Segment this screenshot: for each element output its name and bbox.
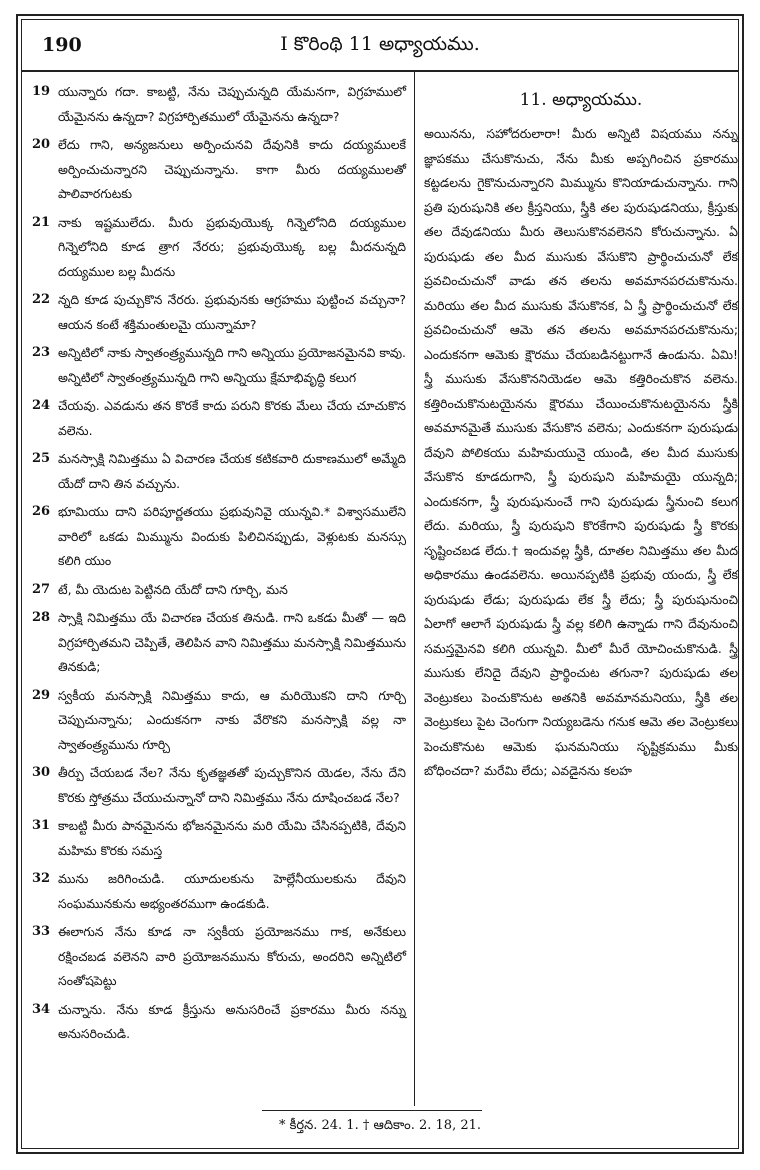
verse-text: మనస్సాక్షి నిమిత్తము ఏ విచారణ చేయక కటికవారి దుకాణములో అమ్మేది యేదో దాని తిన వచ్చును. [58, 451, 406, 491]
verse-paragraph [32, 578, 406, 603]
verse-text: చేయవు. ఎవడును తన కొరకే కాదు పరుని కొరకు మేలు చేయ చూచుకొన వలెను. [58, 398, 406, 438]
verse-number: 22 [32, 292, 51, 307]
chapter-heading: 11. అధ్యాయము. [519, 90, 643, 110]
verse-paragraph [32, 211, 406, 285]
verse-paragraph [32, 761, 406, 810]
verse-text: లేదు గాని, అన్యజనులు అర్పించునవి దేవునికి కాదు దయ్యములకే అర్పించుచున్నారని చెప్పుచున్నాను. కాగా మీరు దయ్యములతో పాలివారగుటకు [58, 137, 406, 201]
verse-paragraph [32, 814, 406, 863]
verse-number: 30 [32, 765, 51, 780]
verse-paragraph [32, 133, 406, 207]
footnote: * కీర్తన. 24. 1. † ఆదికాం. 2. 18, 21. [278, 1118, 482, 1133]
verse-number: 31 [32, 818, 51, 833]
verse-number: 24 [32, 398, 51, 413]
running-title: I కొరింథి 11 అధ్యాయము. [280, 33, 480, 55]
verse-number: 28 [32, 610, 51, 625]
page-frame [16, 14, 744, 1154]
verse-text: తీర్పు చేయబడ నేల? నేను కృతజ్ఞతతో పుచ్చుకొనిన యెడల, నేను దేని కొరకు స్తోత్రము చేయుచున్నానో దాని నిమిత్తము నేను దూషించబడ నేల? [58, 765, 406, 805]
verse-text: ఈలాగున నేను కూడ నా స్వకీయ ప్రయోజనము గాక, అనేకులు రక్షించబడ వలెనని వారి ప్రయోజనమును కోరుచు, అందరిని అన్నిటిలో సంతోషపెట్టు [58, 924, 406, 988]
verse-paragraph [32, 867, 406, 916]
verse-text: చున్నాను. నేను కూడ క్రీస్తును అనుసరించే ప్రకారము మీరు నన్ను అనుసరించుడి. [58, 1001, 406, 1041]
verse-text: కాబట్టి మీరు పానమైనను భోజనమైనను మరి యేమి చేసినప్పటికి, దేవుని మహిమ కొరకు సమస్త [58, 818, 406, 858]
verse-number: 26 [32, 504, 51, 519]
verse-paragraph [32, 341, 406, 390]
verse-text: అన్నిటిలో నాకు స్వాతంత్ర్యమున్నది గాని అన్నియు ప్రయోజనమైనవి కావు. అన్నిటిలో స్వాతంత్ర్యమున్నది గాని అన్నియు క్షేమాభివృద్ధి కలుగ [58, 345, 406, 385]
column-divider [414, 72, 415, 1106]
verse-paragraph [32, 447, 406, 496]
verse-text: స్సాక్షి నిమిత్తము యే విచారణ చేయక తినుడి. గాని ఒకడు మీతో — ఇది విగ్రహార్పితమని చెప్పితే, తెలిపిన వాని నిమిత్తము మనస్సాక్షి నిమిత్తమును తినకుడి; [58, 610, 406, 674]
verse-text: టే, మీ యెదుట పెట్టినది యేదో దాని గూర్చి, మన [58, 581, 288, 597]
verse-paragraph [32, 998, 406, 1047]
verse-paragraph [32, 80, 406, 129]
verse-number: 33 [32, 924, 51, 939]
verse-paragraph [32, 684, 406, 758]
verse-number: 27 [32, 581, 51, 597]
verse-number: 20 [32, 137, 51, 152]
page-inner-frame [21, 19, 739, 1149]
verse-text: నాకు ఇష్టములేదు. మీరు ప్రభువుయొక్క గిన్నెలోనిది దయ్యముల గిన్నెలోనిది కూడ త్రాగ నేరరు; ప్రభువుయొక్క బల్ల మీదనున్నది దయ్యముల బల్ల మీదను [58, 214, 406, 279]
verse-paragraph [32, 500, 406, 574]
verse-number: 23 [32, 345, 51, 360]
chapter-text: అయినను, సహోదరులారా! మీరు అన్నిటి విషయము నన్ను జ్ఞాపకము చేసుకొనుచు, నేను మీకు అప్పగించిన ప్రకారము కట్టడలను గైకొనుచున్నారని మిమ్మును కొనియాడుచున్నాను. గాని ప్రతి పురుషునికి తల క్రీస్తనియు, స్త్రీకి తల పురుషుడనియు, క్రీస్తుకు తల దేవుడనియు మీరు తెలుసుకొనవలెనని కోరుచున్నాను. ఏ పురుషుడు తల మీద ముసుకు వేసుకొని ప్రార్థించుచునో లేక ప్రవచించుచునో వాడు తన తలను అవమానపరచుకొనును. మరియు తల మీద ముసుకు వేసుకొనక, ఏ స్త్రీ ప్రార్థించుచునో లేక ప్రవచించుచునో ఆమె తన తలను అవమానపరచుకొనును; ఎందుకనగా ఆమెకు క్షౌరము చేయబడినట్టుగానే ఉండును. ఏమి! స్త్రీ ముసుకు వేసుకొననియెడల ఆమె కత్తిరించుకొన వలెను. కత్తిరించుకొనుటయైనను క్షౌరము చేయించుకొనుటయైనను స్త్రీకి అవమానమైతే ముసుకు వేసుకొన వలెను; ఎందుకనగా పురుషుడు దేవుని పోలికయు మహిమయునై యుండి, తల మీద ముసుకు వేసుకొన కూడదుగాని, స్త్రీ పురుషుని మహిమయై యున్నది; ఎందుకనగా, స్త్రీ పురుషునుంచే గాని పురుషుడు స్త్రీనుంచి కలుగ లేదు. మరియు, స్త్రీ పురుషుని కొరకేగాని పురుషుడు స్త్రీ కొరకు సృష్టించబడ లేదు.† ఇందువల్ల స్త్రీకి, దూతల నిమిత్తము తల మీద అధికారము ఉండవలెను. అయినప్పటికి ప్రభువు యందు, స్త్రీ లేక పురుషుడు లేడు; పురుషుడు లేక స్త్రీ లేదు; స్త్రీ పురుషునుంచి ఏలాగో ఆలాగే పురుషుడు స్త్రీ వల్ల కలిగి ఉన్నాడు గాని దేవునుంచి సమస్తమైనవి కలిగి యున్నవి. మీలో మీరే యోచించుకొనుడి. స్త్రీ ముసుకు లేనిదై దేవుని ప్రార్థించుట తగునా? పురుషుడు తల వెంట్రుకలు పెంచుకొనుట అతనికి అవమానమనియు, స్త్రీకి తల వెంట్రుకలు పైట చెంగుగా నియ్యబడెను గనుక ఆమె తల వెంట్రుకలు పెంచుకొనుట ఆమెకు ఘనమనియు సృష్టిక్రమము మీకు బోధించదా? మరేమి లేదు; ఎవడైనను కలహ [424, 126, 738, 778]
verse-text: మును జరిగించుడి. యూదులకును హెల్లేనీయులకును దేవుని సంఘమునకును అభ్యంతరముగా ఉండకుడి. [58, 871, 406, 911]
verse-text: భూమియు దాని పరిపూర్ణతయు ప్రభువునివై యున్నవి.* విశ్వాసములేని వారిలో ఒకడు మిమ్మును విందుకు పిలిచినప్పుడు, వెళ్లుటకు మనస్సు కలిగి యుం [58, 504, 406, 568]
verse-paragraph [32, 394, 406, 443]
verse-paragraph [32, 288, 406, 337]
verse-paragraph [32, 920, 406, 994]
verse-number: 19 [32, 84, 51, 99]
page-header [22, 20, 738, 72]
verse-text: యున్నారు గదా. కాబట్టి, నేను చెప్పుచున్నది యేమనగా, విగ్రహములో యేమైనను ఉన్నదా? విగ్రహార్పితములో యేమైనను ఉన్నదా? [58, 84, 406, 124]
footnote-rule [262, 1110, 482, 1111]
verse-number: 25 [32, 451, 51, 466]
verse-number: 32 [32, 871, 51, 886]
left-column [32, 80, 406, 1051]
verse-paragraph [32, 606, 406, 680]
page-number: 190 [42, 34, 82, 56]
verse-number: 34 [32, 1001, 51, 1017]
verse-text: న్నది కూడ పుచ్చుకొన నేరరు. ప్రభువునకు ఆగ్రహము పుట్టించ వచ్చునా? ఆయన కంటే శక్తిమంతులమై యున్నామా? [58, 292, 406, 332]
verse-text: స్వకీయ మనస్సాక్షి నిమిత్తము కాదు, ఆ మరియొకని దాని గూర్చి చెప్పుచున్నాను; ఎందుకనగా నాకు వేరొకని మనస్సాక్షి వల్ల నా స్వాతంత్ర్యమును గూర్చి [58, 687, 406, 752]
verse-number: 21 [32, 214, 51, 230]
verse-number: 29 [32, 687, 51, 703]
right-column [424, 80, 738, 784]
